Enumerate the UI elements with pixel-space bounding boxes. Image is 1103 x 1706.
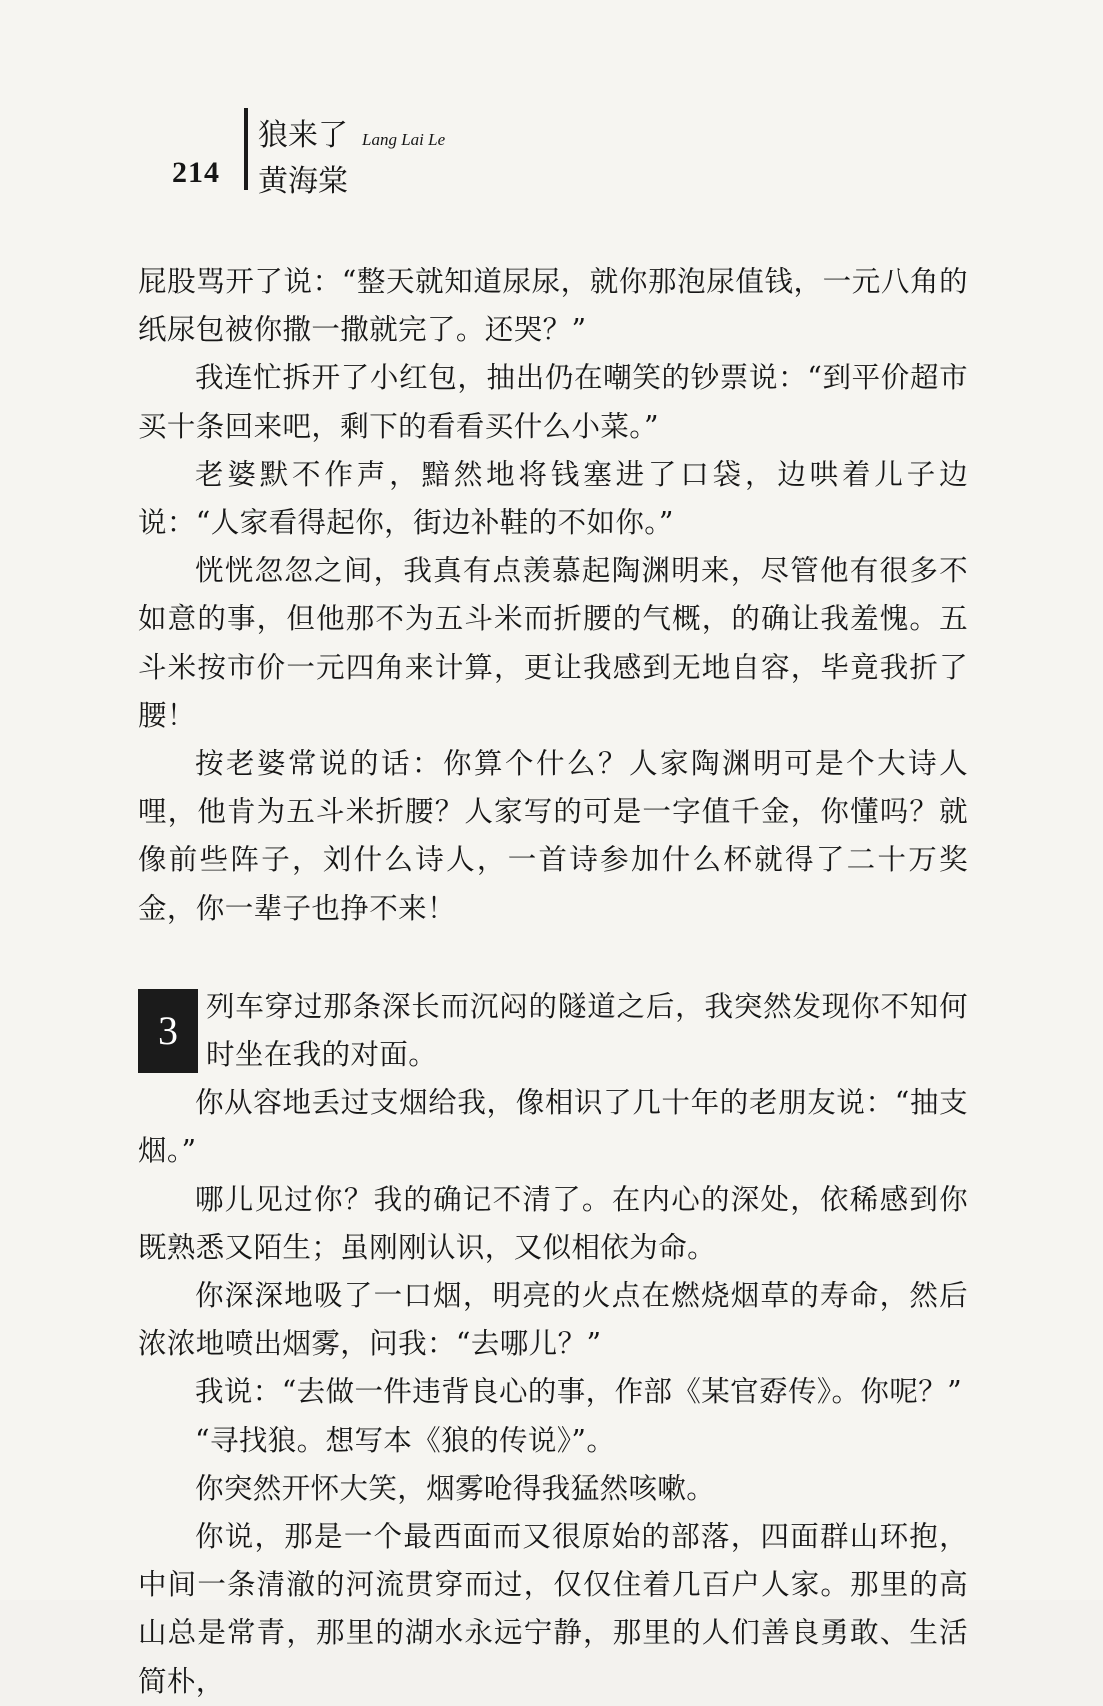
running-author: 黄海棠 [258,164,348,199]
section-opening [138,983,968,1079]
paragraph: 老婆默不作声，黯然地将钱塞进了口袋，边哄着儿子边说：“人家看得起你，街边补鞋的不如你。” [138,457,968,540]
paragraph: 恍恍忽忽之间，我真有点羡慕起陶渊明来，尽管他有很多不如意的事，但他那不为五斗米而折腰的气概，的确让我羞愧。五斗米按市价一元四角来计算，更让我感到无地自容，毕竟我折了腰！ [138,554,968,732]
paragraph: 我说：“去做一件违背良心的事，作部《某官孬传》。你呢？” [195,1375,963,1409]
running-title-text: 狼来了 [258,118,348,153]
page-number: 214 [172,156,220,189]
section-first-paragraph: 列车穿过那条深长而沉闷的隧道之后，我突然发现你不知何时坐在我的对面。 [206,989,968,1072]
paragraph: 你从容地丢过支烟给我，像相识了几十年的老朋友说：“抽支烟。” [138,1086,968,1168]
paragraph: “寻找狼。想写本《狼的传说》”。 [195,1423,616,1457]
paragraph: 屁股骂开了说：“整天就知道尿尿，就你那泡尿值钱，一元八角的纸尿包被你撒一撒就完了。还哭？” [138,265,968,347]
paragraph: 我连忙拆开了小红包，抽出仍在嘲笑的钞票说：“到平价超市买十条回来吧，剩下的看看买什么小菜。” [138,361,968,443]
header-divider [244,108,248,190]
body-text [138,258,968,1706]
running-title-pinyin: Lang Lai Le [362,130,446,149]
paragraph: 哪儿见过你？我的确记不清了。在内心的深处，依稀感到你既熟悉又陌生；虽刚刚认识，又似相依为命。 [138,1182,968,1264]
section-number-badge: 3 [138,989,198,1073]
paragraph: 你突然开怀大笑，烟雾呛得我猛然咳嗽。 [195,1471,716,1505]
paragraph: 按老婆常说的话：你算个什么？人家陶渊明可是个大诗人哩，他肯为五斗米折腰？人家写的可是一字值千金，你懂吗？就像前些阵子，刘什么诗人，一首诗参加什么杯就得了二十万奖金，你一辈子也挣不来！ [138,747,968,925]
running-title [258,110,445,154]
paragraph: 你说，那是一个最西面而又很原始的部落，四面群山环抱，中间一条清澈的河流贯穿而过，仅仅住着几百户人家。那里的高山总是常青，那里的湖水永远宁静，那里的人们善良勇敢、生活简朴， [138,1520,968,1698]
paragraph: 你深深地吸了一口烟，明亮的火点在燃烧烟草的寿命，然后浓浓地喷出烟雾，问我：“去哪儿？” [138,1279,968,1361]
section-gap [138,933,968,983]
